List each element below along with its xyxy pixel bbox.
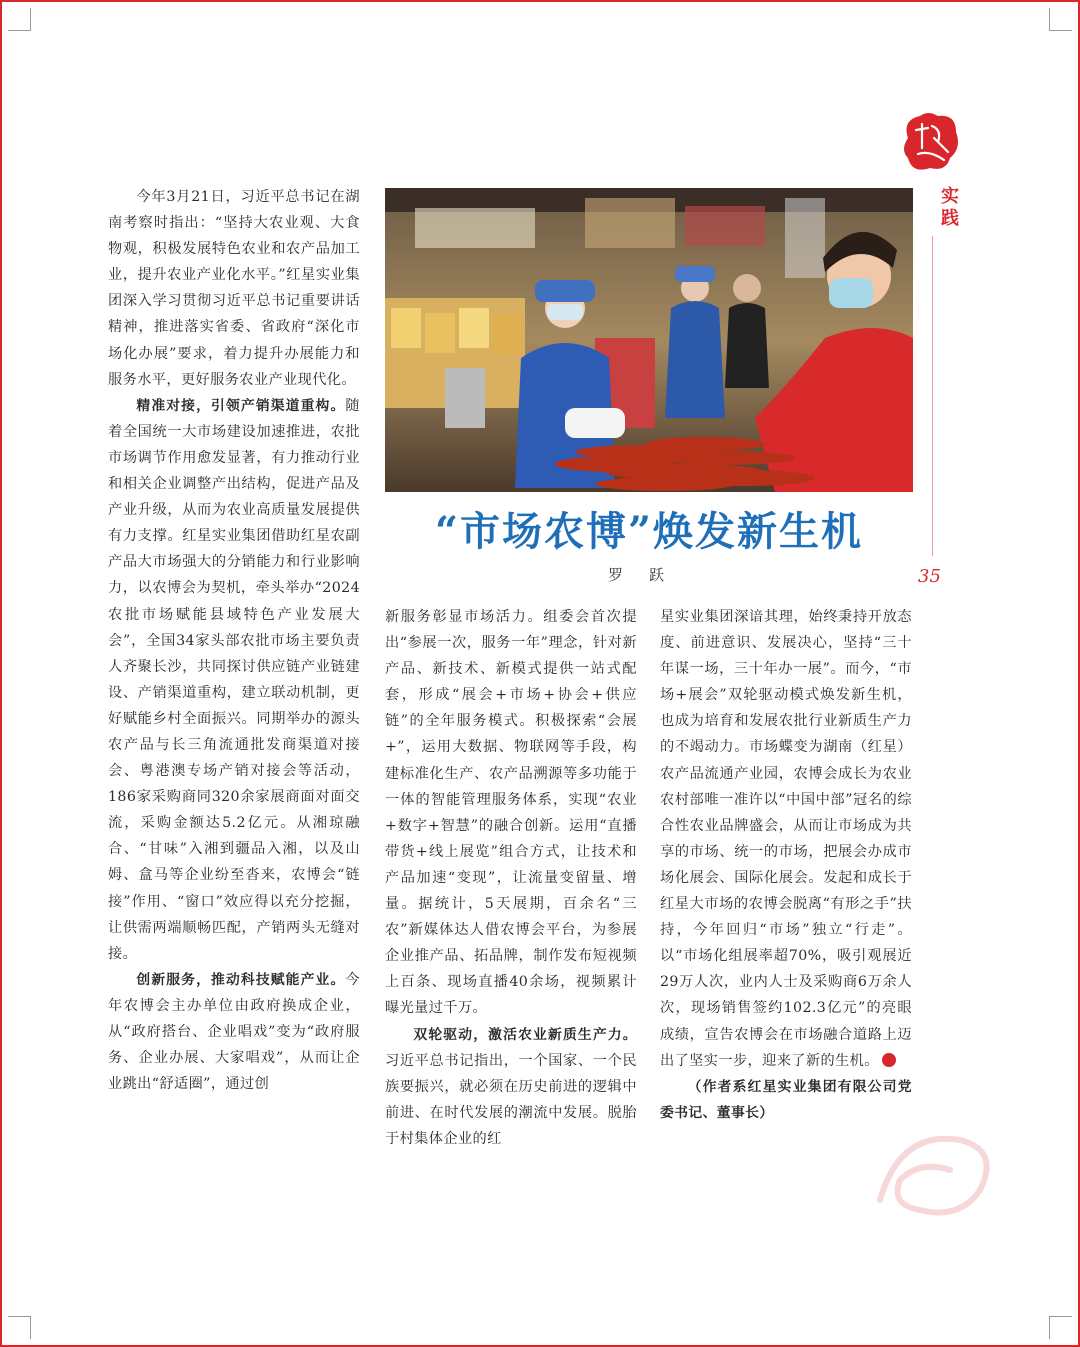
paragraph [660,604,912,1074]
crop-mark [8,1316,31,1339]
article-photo [385,188,913,492]
article-title: “市场农博”焕发新生机 [434,508,863,555]
article-author: 罗跃 [607,566,690,584]
paragraph-body: 今年农博会主办单位由政府换成企业，从“政府搭台、企业唱戏”变为“政府服务、企业办展、大家唱戏”，从而让企业跳出“舒适圈”，通过创 [108,971,360,1093]
watermark-icon [860,1110,1010,1230]
paragraph [108,393,360,967]
crop-mark [1049,8,1072,31]
paragraph-lead: 双轮驱动，激活农业新质生产力。 [413,1026,637,1043]
paragraph [385,1022,637,1152]
crop-mark [1049,1316,1072,1339]
author-note: （作者系红星实业集团有限公司党委书记、董事长） [660,1078,912,1121]
paragraph-body: 星实业集团深谙其理，始终秉持开放态度、前进意识、发展决心，坚持“三十年谋一场，三十年办一展”。而今，“市场+展会”双轮驱动模式焕发新生机，也成为培育和发展农批行业新质生产力的不竭动力。市场蝶变为湖南（红星）农产品流通产业园，农博会成长为农业农村部唯一准许以“中国中部”冠名的综合性农业品牌盛会，从而让市场成为共享的市场、统一的市场，把展会办成市场化展会、国际化展会。发起和成长于红星大市场的农博会脱离“有形之手”扶持，今年回归“市场”独立“行走”。以“市场化组展率超70%，吸引观展近29万人次，业内人士及采购商6万余人次，现场销售签约102.3亿元”的亮眼成绩，宣告农博会在市场融合道路上迈出了坚实一步，迎来了新的生机。 [660,609,912,1069]
text-column-2 [385,604,637,1152]
paragraph [108,967,360,1097]
crop-mark [8,8,31,31]
text-column-1 [108,184,360,1097]
paragraph-lead: 精准对接，引领产销渠道重构。 [136,397,346,414]
paragraph-body: 习近平总书记指出，一个国家、一个民族要振兴，就必须在历史前进的逻辑中前进、在时代发展的潮流中发展。脱胎于村集体企业的红 [385,1052,637,1147]
paragraph-lead: 创新服务，推动科技赋能产业。 [136,971,346,988]
paragraph-body: 随着全国统一大市场建设加速推进，农批市场调节作用愈发显著，有力推动行业和相关企业调整产出结构，促进产品及产业升级，从而为农业高质量发展提供有力支撑。红星实业集团借助红星农副产品大市场强大的分销能力和行业影响力，以农博会为契机，牵头举办“2024农批市场赋能县域特色产业发展大会”，全国34家头部农批市场主要负责人齐聚长沙，共同探讨供应链产业链建设、产销渠道重构，建立联动机制，更好赋能乡村全面振兴。同期举办的源头农产品与长三角流通批发商渠道对接会、粤港澳专场产销对接会等活动，186家采购商同320余家展商面对面交流，采购金额达5.2亿元。从湘琼融合、“甘味”入湘到疆品入湘，以及山姆、盒马等企业纷至沓来，农博会“链接”作用、“窗口”效应得以充分挖掘，让供需两端顺畅匹配，产销两头无缝对接。 [108,397,360,962]
paragraph: 新服务彰显市场活力。组委会首次提出“参展一次，服务一年”理念，针对新产品、新技术、新模式提供一站式配套，形成“展会+市场+协会+供应链”的全年服务模式。积极探索“会展+”，运用大数据、物联网等手段，构建标准化生产、农产品溯源等多功能于一体的智能管理服务体系，实现“农业+数字+智慧”的融合创新。运用“直播带货+线上展览”组合方式，让技术和产品加速“变现”，让流量变留量、增量。据统计，5天展期，百余名“三农”新媒体达人借农博会平台，为参展企业推产品、拓品牌，制作发布短视频上百条、现场直播40余场，视频累计曝光量过千万。 [385,609,637,1017]
section-rule [932,236,933,556]
page-number: 35 [918,566,941,587]
end-mark-icon [882,1053,896,1067]
magazine-logo [898,108,962,176]
section-tag: 实践 [941,186,959,229]
text-column-3 [660,604,912,1126]
paragraph: 今年3月21日，习近平总书记在湖南考察时指出：“坚持大农业观、大食物观，积极发展特色农业和农产品加工业，提升农业产业化水平。”红星实业集团深入学习贯彻习近平总书记重要讲话精神，推进落实省委、省政府“深化市场化办展”要求，着力提升办展能力和服务水平，更好服务农业产业现代化。 [108,189,360,388]
